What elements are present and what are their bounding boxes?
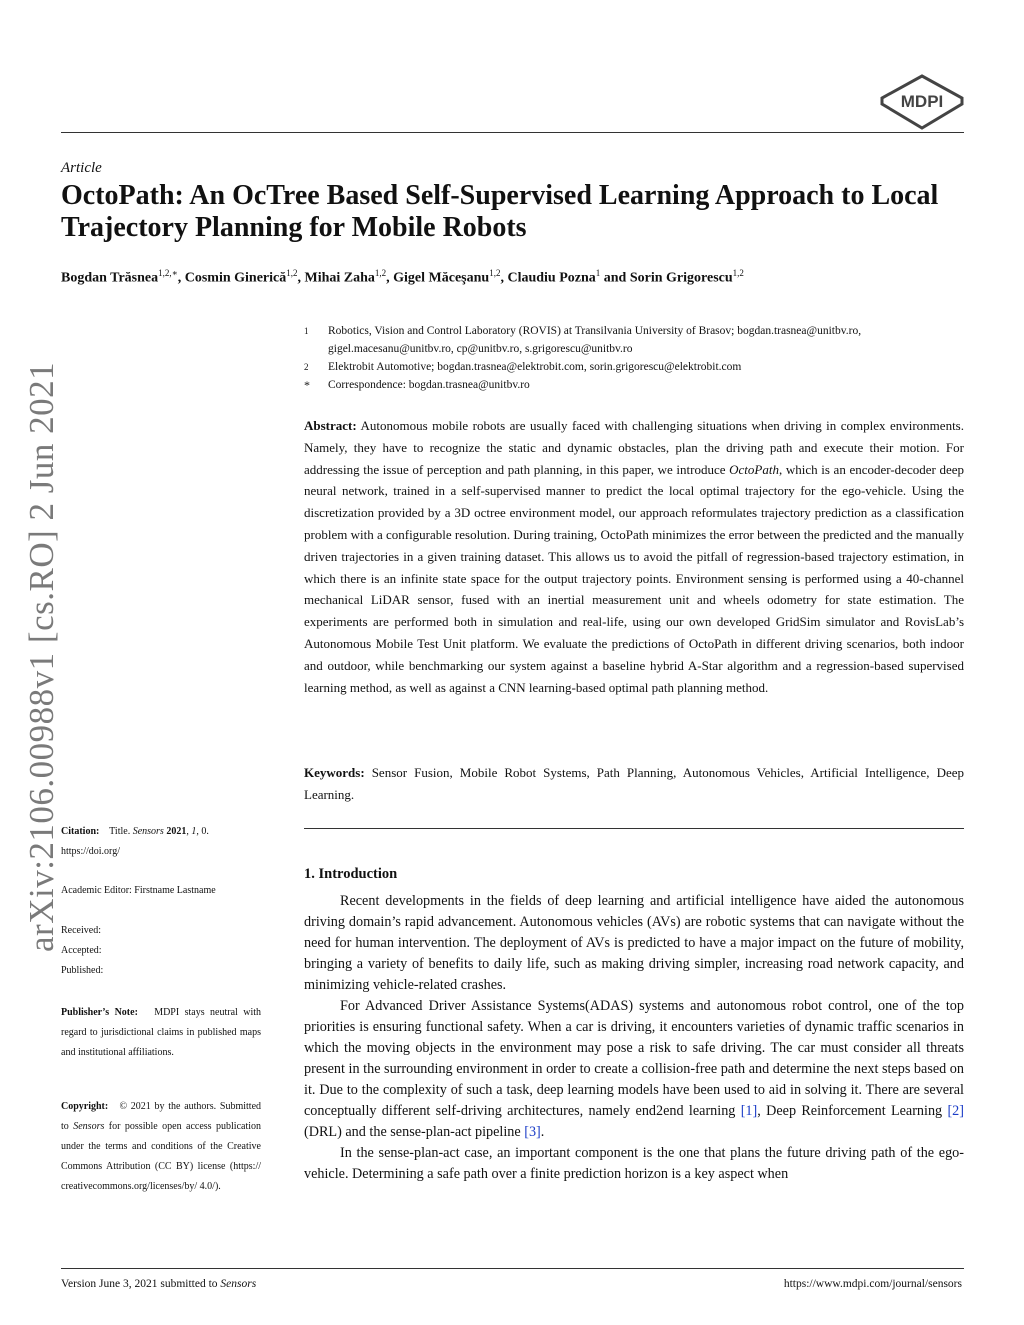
article-type: Article: [61, 160, 102, 176]
keywords-text: Sensor Fusion, Mobile Robot Systems, Path Planning, Autonomous Vehicles, Artificial Intelligence, Deep Learning.: [304, 765, 964, 802]
footer-journal: Sensors: [220, 1278, 257, 1290]
received-label: Received:: [61, 925, 101, 936]
affiliation-item: [304, 358, 964, 376]
footer-url[interactable]: https://www.mdpi.com/journal/sensors: [783, 1278, 962, 1290]
copyright-label: Copyright:: [61, 1101, 109, 1112]
author-affiliation-sup: 1,2: [489, 268, 501, 278]
footer-version: [61, 1278, 256, 1290]
mdpi-logo-text: MDPI: [900, 92, 944, 111]
abstract-emph: OctoPath: [729, 461, 779, 477]
publisher-note: [61, 1003, 261, 1063]
abstract-text-2: , which is an encoder-decoder deep neural network, trained in a self-supervised manner to predict the local optimal trajectory for the ego-vehicle. Using the discretization provided by a 3D octree environment model, our approach reformulates trajectory prediction as a classification problem with a configurable resolution. During training, OctoPath minimizes the error between the predicted and the manually driven trajectories in a given training dataset. This allows us to avoid the pitfall of regression-based trajectory estimation, in which there is an infinite state space for the output trajectory points. Environment sensing is performed using a 40-channel mechanical LiDAR sensor, fused with an inertial measurement unit and wheels odometry for state estimation. The experiments are performed both in simulation and real-life, using our own developed GridSim simulator and RovisLab’s Autonomous Mobile Test Unit platform. We evaluate the predictions of OctoPath in different driving scenarios, both indoor and outdoor, while benchmarking our system against a baseline hybrid A-Star algorithm and a regression-based supervised learning method, as well as against a CNN learning-based optimal path planning method.: [304, 461, 964, 695]
citation-title: Title.: [109, 826, 131, 837]
copyright-journal: Sensors: [73, 1121, 105, 1132]
abstract-text-1: Autonomous mobile robots are usually faced with challenging situations when driving in complex environments. Namely, they have to recognize the static and dynamic obstacles, plan the driving path and execute their motion. For addressing the issue of perception and path planning, in this paper, we introduce: [304, 418, 964, 477]
author-name: Bogdan Trăsnea: [61, 270, 159, 286]
dates-block: [61, 921, 261, 981]
mdpi-logo: [880, 74, 964, 130]
publisher-note-text: MDPI stays neutral with regard to jurisdictional claims in published maps and institutional affiliations.: [61, 1007, 262, 1058]
citation-doi[interactable]: https://doi.org/: [61, 846, 120, 857]
intro-paragraph-1: Recent developments in the fields of deep learning and artificial intelligence have aided the autonomous driving domain’s rapid advancement. Autonomous vehicles (AVs) are robotic systems that can navigate without the need for human intervention. The deployment of AVs is predicted to have a major impact on the future of mobility, bringing a variety of benefits to daily life, such as making driving simpler, increasing road network capacity, and minimizing vehicle-related crashes.: [304, 893, 964, 993]
abstract-rule: [304, 828, 964, 829]
copyright-text-2: for possible open access publication under the terms and conditions of the Creative Commons Attribution (CC BY) license (https:// creativecommons.org/licenses/by/ 4.0/).: [61, 1121, 262, 1192]
citation-volume: 1: [191, 826, 197, 837]
author-affiliation-sup: 1,2: [286, 268, 298, 278]
citation-journal: Sensors: [132, 826, 164, 837]
author-name: Claudiu Pozna: [507, 270, 596, 286]
author-affiliation-sup: 1,2,∗: [158, 268, 178, 278]
keywords: [304, 762, 964, 806]
author-affiliation-sup: 1: [595, 268, 601, 278]
intro-body: [304, 891, 964, 1185]
author-name: Cosmin Ginerică: [184, 270, 287, 286]
citation-label: Citation:: [61, 826, 100, 837]
author-affiliation-sup: 1,2: [374, 268, 387, 278]
author-list: Bogdan Trăsnea$^{1,2,∗}$, Cosmin Ginerică$^{1,2}$, Mihai Zaha$^{1,2}$, Gigel Măceşanu$^{1,2}$, Claudiu Pozna$^1$ and Sorin Grigorescu$^{1,2}$: [61, 268, 744, 286]
accepted-label: Accepted:: [61, 945, 102, 956]
abstract: [304, 415, 964, 698]
author-affiliation-sup: 1,2: [732, 268, 744, 278]
header-rule: [61, 132, 964, 133]
citation-year: 2021: [166, 826, 187, 837]
paper-title: OctoPath: An OcTree Based Self-Supervised Learning Approach to Local Trajectory Planning for Mobile Robots: [61, 180, 939, 243]
affiliations: [304, 322, 964, 394]
copyright-text-1: © 2021 by the authors. Submitted to: [61, 1101, 262, 1132]
copyright-block: [61, 1097, 261, 1197]
affiliation-item: [304, 376, 964, 394]
arxiv-stamp[interactable]: arXiv:2106.00988v1 [cs.RO] 2 Jun 2021: [22, 361, 61, 952]
footer-version-text: Version June 3, 2021 submitted to: [61, 1278, 221, 1290]
author-name: Mihai Zaha: [304, 270, 375, 286]
citation-link-2[interactable]: [2]: [947, 1103, 964, 1119]
keywords-label: Keywords:: [304, 765, 365, 780]
publisher-note-label: Publisher’s Note:: [61, 1007, 138, 1018]
abstract-label: Abstract:: [304, 418, 357, 433]
author-name: Sorin Grigorescu: [629, 270, 733, 286]
affiliation-item: [304, 322, 964, 358]
affiliation-mark: *: [304, 378, 310, 392]
section-heading: 1. Introduction: [304, 866, 398, 882]
affiliation-text: Robotics, Vision and Control Laboratory (ROVIS) at Transilvania University of Brasov; bogdan.trasnea@unitbv.ro, gigel.macesanu@unitbv.ro, cp@unitbv.ro, s.grigorescu@unitbv.ro: [328, 325, 862, 355]
published-label: Published:: [61, 965, 104, 976]
academic-editor: Academic Editor: Firstname Lastname: [61, 885, 216, 896]
affiliation-text: Elektrobit Automotive; bogdan.trasnea@elektrobit.com, sorin.grigorescu@elektrobit.com: [328, 361, 742, 373]
citation-link-3[interactable]: [3]: [524, 1124, 541, 1140]
author-name: Gigel Măceşanu: [393, 270, 490, 286]
intro-paragraph-3: In the sense-plan-act case, an important component is the one that plans the future driving path of the ego-vehicle. Determining a safe path over a finite prediction horizon is a key aspect when: [304, 1145, 964, 1182]
citation-page: 0.: [201, 826, 209, 837]
affiliation-mark: 2: [304, 362, 309, 372]
citation-block: Citation: Title. Sensors 2021, 1, 0. https://doi.org/: [61, 826, 209, 857]
citation-link-1[interactable]: [1]: [740, 1103, 758, 1119]
affiliation-text: Correspondence: bogdan.trasnea@unitbv.ro: [328, 379, 530, 391]
intro-paragraph-2: For Advanced Driver Assistance Systems(ADAS) systems and autonomous robot control, one of the top priorities is ensuring functional safety. When a car is driving, it encounters varieties of dynamic traffic scenarios in which the moving objects in the environment may pose a risk to safe driving. The car must consider all threats present in the surrounding environment in order to create a collision-free path and determine the next steps based on it. Due to the complexity of such a task, deep learning models have been used to aid in solving it. There are several conceptually different self-driving architectures, namely end2end learning [1], Deep Reinforcement Learning [2] (DRL) and the sense-plan-act pipeline [3].: [304, 998, 964, 1140]
footer-rule: [61, 1268, 964, 1269]
affiliation-mark: 1: [304, 326, 309, 336]
